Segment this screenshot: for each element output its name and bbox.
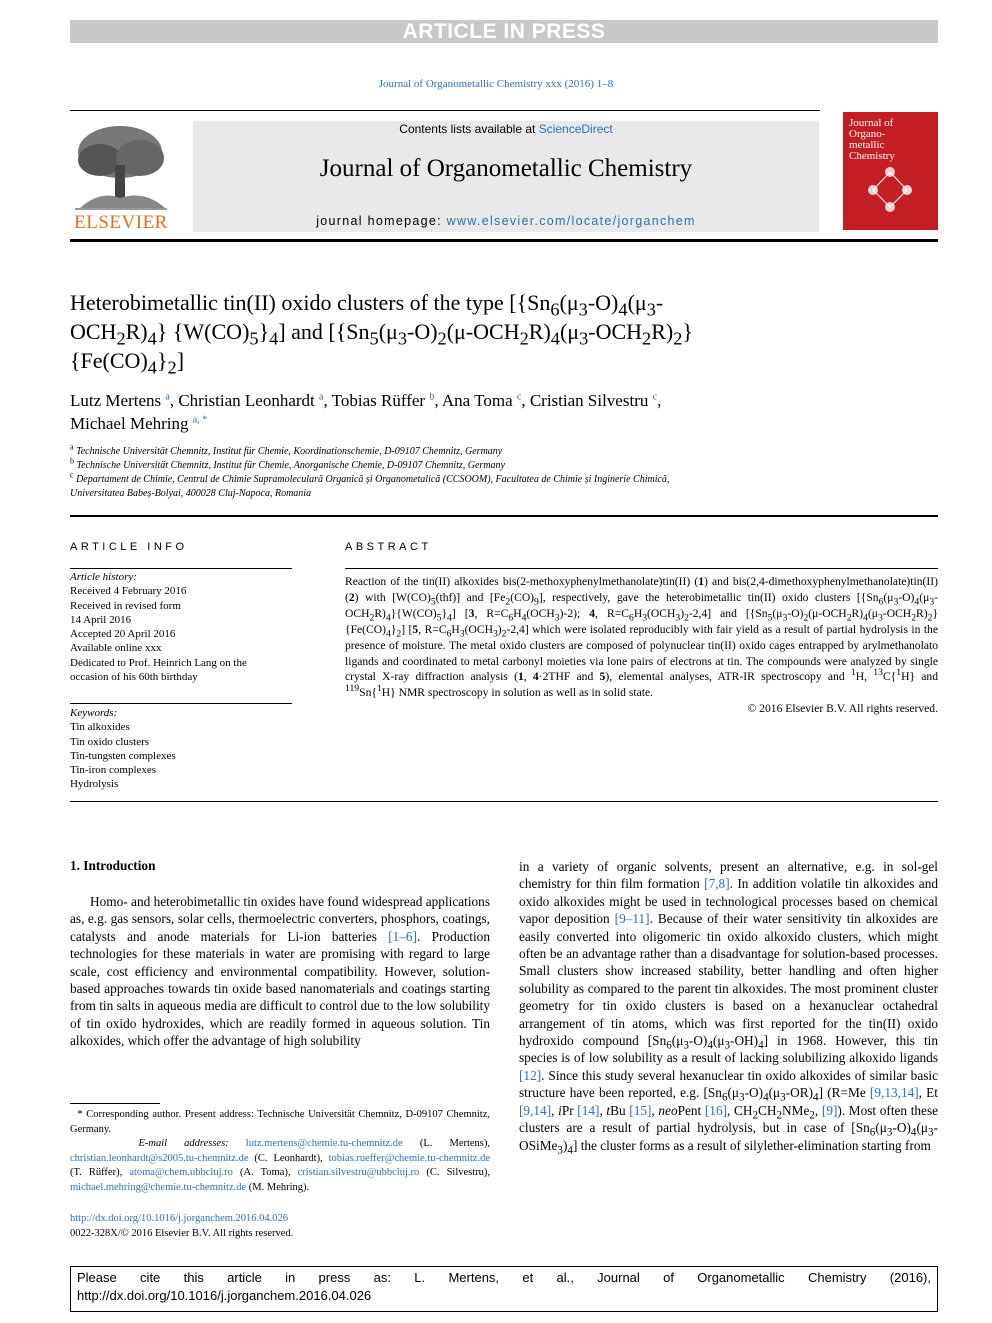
journal-cover-thumbnail[interactable]: [843, 112, 938, 230]
abstract-text: [345, 574, 938, 717]
history-line: Dedicated to Prof. Heinrich Lang on the: [70, 656, 247, 669]
email-owner: (A. Toma),: [239, 1167, 291, 1179]
history-label: Article history:: [70, 571, 137, 583]
author-affiliation[interactable]: a, *: [192, 414, 208, 426]
email-link[interactable]: michael.mehring@chemie.tu-chemnitz.de: [70, 1181, 247, 1193]
author-name[interactable]: Tobias Rüffer: [331, 391, 426, 410]
keywords-label: Keywords:: [70, 707, 118, 719]
header-divider: [70, 515, 938, 517]
homepage-link[interactable]: www.elsevier.com/locate/jorganchem: [446, 214, 696, 228]
citation-link[interactable]: [9,14]: [519, 1102, 552, 1118]
please-cite-box: Please cite this article in press as: L. Mertens, et al., Journal of Organometallic Chemistry (2016), http://dx.doi.org/10.1016/j.jorganchem.2016.04.026: [70, 1266, 938, 1312]
affiliation-text: Technische Universität Chemnitz, Institut für Chemie, Koordinationschemie, D-09107 Chemnitz, Germany: [76, 446, 503, 457]
author-affiliation[interactable]: b: [429, 391, 435, 403]
keyword[interactable]: Hydrolysis: [70, 778, 119, 791]
cover-molecule-icon: [858, 162, 923, 217]
masthead-top-rule: [70, 110, 820, 111]
author-affiliation[interactable]: a: [165, 391, 170, 403]
keyword[interactable]: Tin-iron complexes: [70, 764, 157, 777]
history-line: Received 4 February 2016: [70, 585, 187, 598]
citation-link[interactable]: [7,8]: [704, 876, 730, 892]
author-name[interactable]: Michael Mehring: [70, 414, 189, 433]
abstract-heading: ABSTRACT: [345, 541, 432, 553]
affiliation-text: Technische Universität Chemnitz, Institut für Chemie, Anorganische Chemie, D-09107 Chemnitz, Germany: [76, 460, 505, 471]
homepage-prefix: journal homepage:: [316, 214, 447, 228]
article-info-rule: [70, 568, 292, 569]
footnotes: [70, 1108, 490, 1196]
keywords: [70, 706, 292, 792]
corresponding-text: Corresponding author. Present address: Technische Universität Chemnitz, D-09107 Chemnitz, Germany.: [70, 1109, 490, 1135]
email-owner: (M. Mehring).: [248, 1181, 310, 1193]
abstract-bottom-rule: [70, 801, 938, 802]
citation-link[interactable]: [9]: [821, 1102, 838, 1118]
introduction-heading: 1. Introduction: [70, 858, 156, 873]
email-link[interactable]: tobias.rueffer@chemie.tu-chemnitz.de: [328, 1152, 490, 1164]
intro-paragraph: Homo- and heterobimetallic tin oxides have found widespread applications as, e.g. gas sensors, solar cells, thermoelectric converters, phosphors, coatings, catalysts and anode materials for Li-ion batteries [1–6]. Production technologies for these materials in water are promising with regard to large scale, cost efficiency and environmental compatibility. However, solution-based approaches towards tin oxide based nanomaterials and coatings starting from tin salts in aqueous media are difficult to control due to the low solubility of tin oxido hydroxides, which are readily formed in aqueous solution. Tin alkoxides, which offer the advantage of high solubility: [70, 894, 490, 1049]
article-in-press-banner: ARTICLE IN PRESS: [70, 20, 938, 43]
abstract-body: Reaction of the tin(II) alkoxides bis(2-methoxyphenylmethanolate)tin(II) (1) and bis(2,4-dimethoxyphenylmethanolate)tin(II) (2) with $[W(CO)_5(thf)]$ and $[Fe_2(CO)_9]$, respectively, gave the heterobimetallic tin(II) oxido clusters $[\{Sn_6(\mu_3-O)_4(\mu_3-OCH_2R)_4\}\{W(CO)_5\}_4]$ [3, $R=C_6H_4(OCH_3)-2$); 4, $R=C_6H_3(OCH_3)_2-2,4$] and $[\{Sn_5(\mu_3-O)_2(\mu-OCH_2R)_4(\mu_3-OCH_2R)_2\}\{Fe(CO)_4\}_2]$ [5, $R=C_6H_3(OCH_3)_2-2,4$] which were isolated reproducibly with fair yield as a result of partial hydrolysis in the presence of moisture. The metal oxido clusters are composed of polynuclear tin(II) oxido cages entrapped by arylmethanolato ligands and coordinated to metal carbonyl moieties via lone pairs of electrons at tin. The compounds were analyzed by single crystal X-ray diffraction analysis (1, 4·2THF and 5), elemental analyses, ATR-IR spectroscopy and $^1$H, $^{13}$C{$^1$H} and $^{119}$Sn{$^1$H} NMR spectroscopy in solution as well as in solid state.: [345, 575, 939, 700]
footnote-rule: [70, 1103, 160, 1104]
contents-prefix: Contents lists available at: [399, 122, 539, 136]
affiliation-text: Departament de Chimie, Centrul de Chimie Supramoleculară Organică și Organometalică (CCSOOM), Facultatea de Chimie și Inginerie Chimică,: [76, 474, 670, 485]
affiliation-item: [70, 456, 870, 473]
author-name[interactable]: Ana Toma: [441, 391, 513, 410]
article-title: [70, 288, 810, 378]
copyright-notice: © 2016 Elsevier B.V. All rights reserved.: [747, 702, 938, 716]
author-affiliation[interactable]: c: [652, 391, 658, 403]
contents-line: [193, 122, 819, 136]
article-history: [70, 570, 292, 684]
title-line-2: $OCH_2R)_4$} $\{W(CO)_5\}_4$] and [$\{Sn_5(\mu_3-O)_2(\mu-OCH_2R)_4(\mu_3-OCH_2R)_2\}$: [70, 319, 693, 349]
history-line: Available online xxx: [70, 642, 162, 655]
journal-citation[interactable]: Journal of Organometallic Chemistry xxx (2016) 1–8: [378, 78, 614, 90]
author-name[interactable]: Lutz Mertens: [70, 391, 162, 410]
author-name[interactable]: Christian Leonhardt: [178, 391, 315, 410]
title-line-3: $\{Fe(CO)_4\}_2$]: [70, 348, 185, 378]
affiliation-item: [70, 442, 870, 459]
affiliation-key: c: [70, 470, 74, 480]
article-info-heading: ARTICLE INFO: [70, 541, 188, 553]
email-owner: (C. Leonhardt),: [254, 1152, 323, 1164]
masthead-bottom-rule: [70, 239, 938, 242]
email-link[interactable]: atoma@chem.ubbcluj.ro: [129, 1167, 233, 1179]
affiliation-item: [70, 487, 870, 501]
history-line: Accepted 20 April 2016: [70, 628, 176, 641]
keyword[interactable]: Tin alkoxides: [70, 721, 130, 734]
author-affiliation[interactable]: a: [319, 391, 324, 403]
keyword[interactable]: Tin oxido clusters: [70, 735, 150, 748]
citation-link[interactable]: [9,13,14]: [869, 1085, 919, 1101]
history-line: 14 April 2016: [70, 613, 132, 626]
email-owner: (T. Rüffer),: [70, 1167, 123, 1179]
issn-line: 0022-328X/© 2016 Elsevier B.V. All rights reserved.: [70, 1228, 294, 1239]
email-owner: (C. Silvestru),: [426, 1167, 491, 1179]
email-link[interactable]: christian.leonhardt@s2005.tu-chemnitz.de: [70, 1152, 249, 1164]
author-affiliation[interactable]: c: [516, 391, 522, 403]
email-addresses: [70, 1137, 490, 1195]
sciencedirect-link[interactable]: ScienceDirect: [538, 122, 613, 136]
email-owner: (L. Mertens),: [419, 1138, 491, 1150]
history-line: occasion of his 60th birthday: [70, 671, 198, 684]
affiliation-item: [70, 470, 870, 487]
journal-title[interactable]: Journal of Organometallic Chemistry: [319, 155, 693, 182]
publisher-name: ELSEVIER: [74, 212, 168, 233]
abstract-rule: [345, 568, 938, 569]
citation-link[interactable]: [15]: [629, 1102, 652, 1118]
title-line-1: Heterobimetallic tin(II) oxido clusters of the type [{$Sn_6(\mu_3-O)_4(\mu_3-$: [70, 290, 664, 320]
history-line: Received in revised form: [70, 599, 181, 612]
intro-column-left: [70, 893, 490, 1050]
affiliation-key: b: [70, 456, 74, 466]
journal-homepage: [193, 214, 819, 228]
cover-title: Journal of Organo-metallic Chemistry: [849, 117, 895, 162]
author-name[interactable]: Cristian Silvestru: [529, 391, 649, 410]
affiliation-text: Universitatea Babeș-Bolyai, 400028 Cluj-Napoca, Romania: [70, 488, 312, 499]
doi-block: [70, 1211, 293, 1241]
keywords-rule: [70, 703, 292, 704]
keyword[interactable]: Tin-tungsten complexes: [70, 749, 176, 762]
email-link[interactable]: lutz.mertens@chemie.tu-chemnitz.de: [245, 1138, 403, 1150]
affiliation-key: a: [70, 442, 74, 452]
email-label: E-mail addresses:: [138, 1138, 229, 1150]
author-list: Lutz Mertens $^a$, Christian Leonhardt $^a$, Tobias Rüffer $^b$, Ana Toma $^c$, Cristian Silvestru $^c$, Michael Mehring $^{a, *}$: [70, 391, 662, 433]
doi-link[interactable]: http://dx.doi.org/10.1016/j.jorganchem.2016.04.026: [70, 1213, 289, 1224]
affiliations: [70, 442, 870, 501]
citation-link[interactable]: [16]: [704, 1102, 728, 1118]
citation-link[interactable]: [9–11]: [614, 911, 650, 927]
corresponding-author-note: * Corresponding author. Present address: Technische Universität Chemnitz, D-09107 Chemnitz, Germany.: [70, 1109, 490, 1135]
elsevier-logo[interactable]: [70, 120, 172, 233]
citation-link[interactable]: [14]: [577, 1102, 600, 1118]
intro-column-right: in a variety of organic solvents, present an alternative, e.g. in sol-gel chemistry for thin film formation [7,8]. In addition volatile tin alkoxides and oxido alkoxides might be used in technological processes based on chemical vapor deposition [9–11]. Because of their water sensitivity tin alkoxides are easily converted into oligomeric tin oxido alkoxido clusters, which might often be an advantage rather than a disadvantage for solution-based processes. Small clusters show increased stability, better handling and often higher solubility as compared to the parent tin alkoxides. The most prominent cluster geometry for tin oxido clusters is based on a hexanuclear octahedral arrangement of tin atoms, which was first reported for the tin(II) oxido hydroxido compound $[Sn_6(\mu_3-O)_4(\mu_3-OH)_4]$ in 1968. However, this tin species is of low solubility as a result of lacking solubilizing alkoxido ligands [12]. Since this study several hexanuclear tin oxido alkoxides of similar basic structure have been reported, e.g. $[Sn_6(\mu_3-O)_4(\mu_3-OR)_4]$ (R=Me [9,13,14], Et [9,14], iPr [14], tBu [15], neoPent [16], $CH_2CH_2NMe_2$, [9]). Most often these clusters are a result of partial hydrolysis, but in case of $[Sn_6(\mu_3-O)_4(\mu_3-OSiMe_3)_4]$ the cluster forms as a result of silylether-elimination starting from: [519, 859, 939, 1157]
email-link[interactable]: cristian.silvestru@ubbcluj.ro: [297, 1167, 420, 1179]
citation-link[interactable]: [1–6]: [388, 928, 418, 944]
citation-link[interactable]: [12]: [519, 1067, 542, 1083]
